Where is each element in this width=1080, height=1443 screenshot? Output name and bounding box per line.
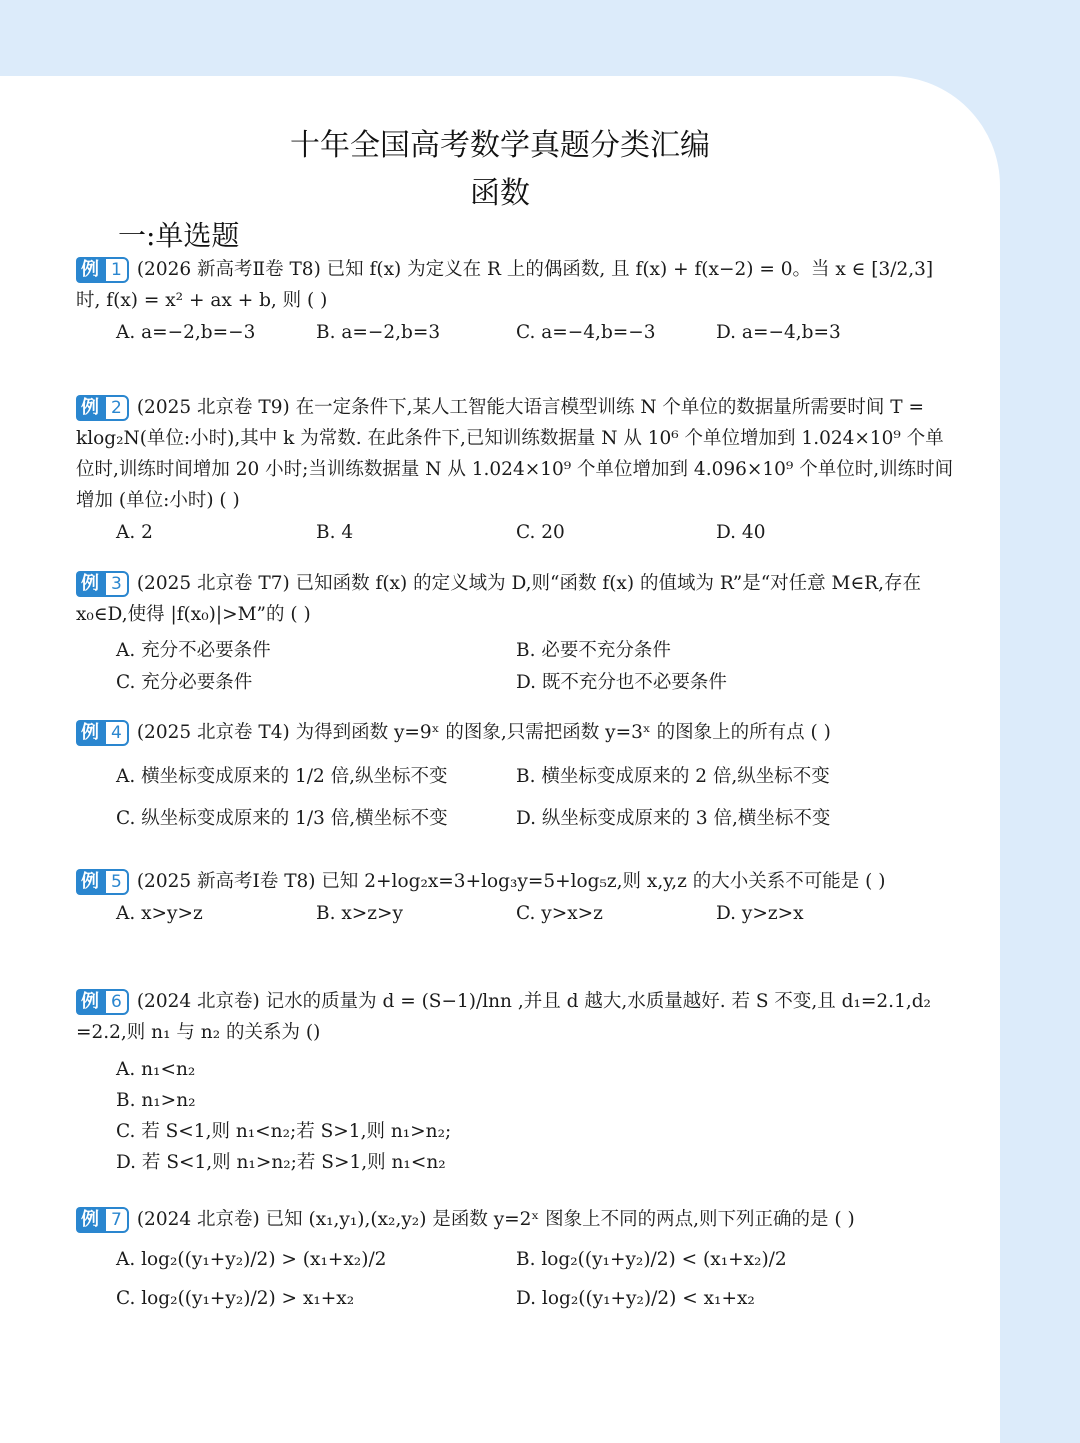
option-c: C. 充分必要条件 [116,672,253,693]
option-c: C. log₂((y₁+y₂)/2) > x₁+x₂ [116,1288,355,1309]
option-c: C. a=−4,b=−3 [516,322,656,343]
question-stem: (2025 北京卷 T7) 已知函数 f(x) 的定义域为 D,则“函数 f(x) 的值域为 R”是“对任意 M∈R,存在 x₀∈D,使得 |f(x₀)|>M”的 ( ) [76,573,921,625]
page-title: 十年全国高考数学真题分类汇编 [290,128,710,163]
option-c: C. 纵坐标变成原来的 1/3 倍,横坐标不变 [116,808,448,829]
option-b: B. 必要不充分条件 [516,640,671,661]
question-stem: (2025 北京卷 T9) 在一定条件下,某人工智能大语言模型训练 N 个单位的数据量所需要时间 T = klog₂N(单位:小时),其中 k 为常数. 在此条件下,已知训练数据量 N 从 10⁶ 个单位增加到 1.024×10⁹ 个单位时,训练时间增加 20 小时;当训练数据量 N 从 1.024×10⁹ 个单位增加到 4.096×10⁹ 个单位时,训练时间增加 (单位:小时) ( ) [76,397,954,511]
question-2 [76,392,956,543]
option-d: D. 既不充分也不必要条件 [516,672,727,693]
question-3 [76,568,956,700]
option-b: B. log₂((y₁+y₂)/2) < (x₁+x₂)/2 [516,1249,787,1270]
page-sheet [0,76,1000,1443]
option-b: B. a=−2,b=3 [316,322,441,343]
option-c: C. 若 S<1,则 n₁<n₂;若 S>1,则 n₁>n₂; [116,1121,452,1142]
option-b: B. n₁>n₂ [116,1090,196,1111]
question-stem: (2025 北京卷 T4) 为得到函数 y=9ˣ 的图象,只需把函数 y=3ˣ 的图象上的所有点 ( ) [136,722,831,743]
option-a: A. 2 [116,522,153,543]
question-stem: (2024 北京卷) 已知 (x₁,y₁),(x₂,y₂) 是函数 y=2ˣ 图象上不同的两点,则下列正确的是 ( ) [136,1209,855,1230]
option-c: C. y>x>z [516,903,603,924]
options [116,636,956,694]
option-a: A. x>y>z [116,903,203,924]
question-6 [76,986,956,1178]
option-d: D. a=−4,b=3 [716,322,841,343]
option-c: C. 20 [516,522,565,543]
options [116,762,956,830]
option-a: A. a=−2,b=−3 [116,322,256,343]
option-a: A. log₂((y₁+y₂)/2) > (x₁+x₂)/2 [116,1249,387,1270]
options [116,903,956,924]
example-badge: 例 2 [76,395,129,421]
question-5 [76,866,956,924]
question-1 [76,254,956,343]
question-stem: (2025 新高考Ⅰ卷 T8) 已知 2+log₂x=3+log₃y=5+log₅z,则 x,y,z 的大小关系不可能是 ( ) [136,871,886,892]
option-d: D. 40 [716,522,766,543]
options [116,1249,956,1309]
question-stem: (2024 北京卷) 记水的质量为 d = (S−1)/lnn ,并且 d 越大,水质量越好. 若 S 不变,且 d₁=2.1,d₂ =2.2,则 n₁ 与 n₂ 的关系为 () [76,991,931,1043]
section-heading: 一:单选题 [118,219,240,252]
example-badge: 例 3 [76,571,129,597]
example-badge: 例 5 [76,869,129,895]
question-4 [76,717,956,836]
question-stem: (2026 新高考Ⅱ卷 T8) 已知 f(x) 为定义在 R 上的偶函数, 且 f(x) + f(x−2) = 0。当 x ∈ [3/2,3] 时, f(x) = x² + ax + b, 则 ( ) [76,259,934,311]
example-badge: 例 7 [76,1207,129,1233]
options [116,1054,956,1178]
option-b: B. x>z>y [316,903,403,924]
option-d: D. log₂((y₁+y₂)/2) < x₁+x₂ [516,1288,755,1309]
option-d: D. 若 S<1,则 n₁>n₂;若 S>1,则 n₁<n₂ [116,1152,446,1173]
question-7 [76,1204,956,1315]
option-b: B. 横坐标变成原来的 2 倍,纵坐标不变 [516,766,830,787]
page-subtitle: 函数 [470,176,530,211]
option-a: A. n₁<n₂ [116,1059,196,1080]
example-badge: 例 1 [76,257,129,283]
options [116,522,956,543]
example-badge: 例 4 [76,720,129,746]
example-badge: 例 6 [76,989,129,1015]
option-d: D. y>z>x [716,903,804,924]
option-b: B. 4 [316,522,354,543]
option-a: A. 充分不必要条件 [116,640,271,661]
option-d: D. 纵坐标变成原来的 3 倍,横坐标不变 [516,808,831,829]
options [116,322,956,343]
option-a: A. 横坐标变成原来的 1/2 倍,纵坐标不变 [116,766,448,787]
